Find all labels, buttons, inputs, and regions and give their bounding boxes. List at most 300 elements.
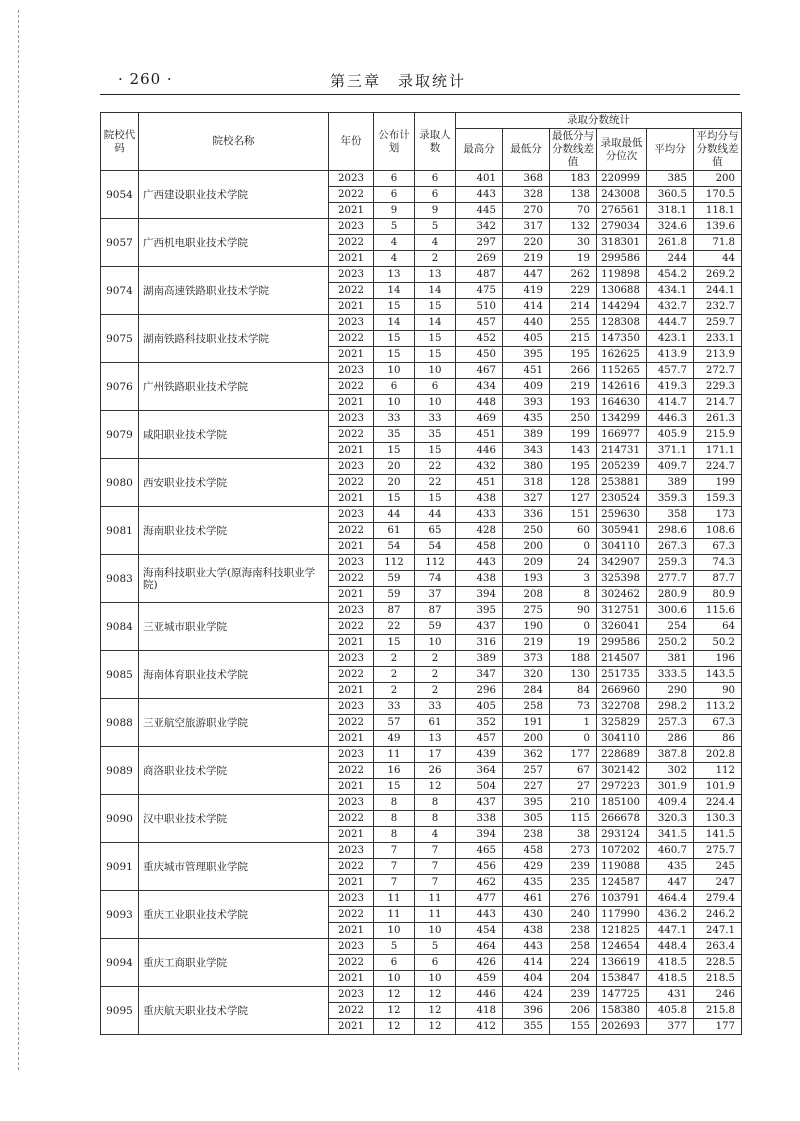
cell-avg-line-diff: 202.8 [694, 747, 742, 763]
cell-plan: 15 [374, 635, 415, 651]
cell-year: 2023 [329, 171, 374, 187]
cell-min-rank: 158380 [597, 1003, 647, 1019]
cell-max-score: 394 [456, 587, 503, 603]
table-row [101, 987, 742, 1003]
cell-min-rank: 214507 [597, 651, 647, 667]
cell-max-score: 446 [456, 443, 503, 459]
cell-avg-line-diff: 50.2 [694, 635, 742, 651]
binding-margin-line [18, 10, 20, 1070]
cell-min-rank: 305941 [597, 523, 647, 539]
cell-min-rank: 266678 [597, 811, 647, 827]
cell-plan: 54 [374, 539, 415, 555]
cell-min-score: 451 [503, 363, 550, 379]
table-row [101, 939, 742, 955]
cell-plan: 35 [374, 427, 415, 443]
cell-min-rank: 299586 [597, 251, 647, 267]
cell-year: 2022 [329, 955, 374, 971]
cell-min-score: 317 [503, 219, 550, 235]
table-row [101, 555, 742, 571]
cell-avg-line-diff: 86 [694, 731, 742, 747]
cell-max-score: 352 [456, 715, 503, 731]
cell-admitted: 15 [415, 331, 456, 347]
cell-admitted: 13 [415, 267, 456, 283]
cell-max-score: 462 [456, 875, 503, 891]
cell-min-score: 373 [503, 651, 550, 667]
cell-year: 2021 [329, 971, 374, 987]
cell-min-line-diff: 138 [550, 187, 597, 203]
cell-plan: 13 [374, 267, 415, 283]
cell-max-score: 438 [456, 571, 503, 587]
cell-avg-score: 298.2 [647, 699, 694, 715]
cell-min-score: 190 [503, 619, 550, 635]
cell-max-score: 443 [456, 555, 503, 571]
cell-year: 2021 [329, 827, 374, 843]
cell-avg-score: 413.9 [647, 347, 694, 363]
school-name: 西安职业技术学院 [139, 459, 329, 507]
cell-min-score: 395 [503, 347, 550, 363]
cell-avg-line-diff: 247.1 [694, 923, 742, 939]
cell-admitted: 22 [415, 459, 456, 475]
cell-admitted: 2 [415, 651, 456, 667]
cell-avg-line-diff: 269.2 [694, 267, 742, 283]
cell-admitted: 87 [415, 603, 456, 619]
cell-year: 2021 [329, 779, 374, 795]
cell-avg-line-diff: 67.3 [694, 539, 742, 555]
cell-avg-line-diff: 44 [694, 251, 742, 267]
cell-year: 2023 [329, 843, 374, 859]
cell-plan: 10 [374, 923, 415, 939]
cell-max-score: 456 [456, 859, 503, 875]
cell-min-score: 461 [503, 891, 550, 907]
cell-plan: 15 [374, 331, 415, 347]
cell-year: 2021 [329, 1019, 374, 1035]
cell-plan: 12 [374, 1003, 415, 1019]
cell-avg-score: 341.5 [647, 827, 694, 843]
cell-min-line-diff: 115 [550, 811, 597, 827]
cell-avg-score: 318.1 [647, 203, 694, 219]
cell-avg-line-diff: 139.6 [694, 219, 742, 235]
cell-min-line-diff: 127 [550, 491, 597, 507]
cell-avg-score: 257.3 [647, 715, 694, 731]
cell-admitted: 65 [415, 523, 456, 539]
cell-admitted: 7 [415, 859, 456, 875]
cell-min-score: 435 [503, 875, 550, 891]
cell-year: 2022 [329, 235, 374, 251]
cell-admitted: 11 [415, 891, 456, 907]
cell-plan: 10 [374, 363, 415, 379]
cell-max-score: 457 [456, 731, 503, 747]
cell-min-rank: 153847 [597, 971, 647, 987]
cell-max-score: 438 [456, 491, 503, 507]
cell-admitted: 14 [415, 283, 456, 299]
cell-min-rank: 302462 [597, 587, 647, 603]
cell-max-score: 401 [456, 171, 503, 187]
cell-avg-line-diff: 112 [694, 763, 742, 779]
school-code: 9080 [101, 459, 139, 507]
cell-year: 2021 [329, 251, 374, 267]
cell-avg-line-diff: 275.7 [694, 843, 742, 859]
cell-admitted: 10 [415, 395, 456, 411]
cell-plan: 2 [374, 667, 415, 683]
cell-year: 2022 [329, 667, 374, 683]
cell-min-score: 362 [503, 747, 550, 763]
cell-min-line-diff: 229 [550, 283, 597, 299]
cell-plan: 10 [374, 971, 415, 987]
cell-year: 2022 [329, 187, 374, 203]
school-name: 广州铁路职业技术学院 [139, 363, 329, 411]
col-group-score-stats: 录取分数统计 [456, 113, 742, 129]
cell-admitted: 11 [415, 907, 456, 923]
cell-max-score: 459 [456, 971, 503, 987]
cell-min-score: 219 [503, 635, 550, 651]
cell-avg-score: 277.7 [647, 571, 694, 587]
cell-min-score: 318 [503, 475, 550, 491]
cell-admitted: 6 [415, 379, 456, 395]
cell-admitted: 13 [415, 731, 456, 747]
col-min-line: 最低分与分数线差值 [550, 129, 597, 171]
cell-year: 2023 [329, 987, 374, 1003]
cell-plan: 59 [374, 587, 415, 603]
cell-year: 2021 [329, 347, 374, 363]
cell-min-score: 200 [503, 731, 550, 747]
page-header [0, 70, 800, 94]
cell-admitted: 17 [415, 747, 456, 763]
cell-avg-score: 261.8 [647, 235, 694, 251]
table-row [101, 795, 742, 811]
cell-max-score: 465 [456, 843, 503, 859]
cell-min-score: 258 [503, 699, 550, 715]
cell-max-score: 269 [456, 251, 503, 267]
cell-max-score: 432 [456, 459, 503, 475]
cell-min-rank: 214731 [597, 443, 647, 459]
cell-admitted: 10 [415, 971, 456, 987]
cell-avg-score: 405.9 [647, 427, 694, 443]
cell-plan: 15 [374, 299, 415, 315]
cell-year: 2023 [329, 411, 374, 427]
cell-plan: 10 [374, 395, 415, 411]
cell-min-score: 435 [503, 411, 550, 427]
cell-min-score: 209 [503, 555, 550, 571]
cell-min-score: 414 [503, 299, 550, 315]
cell-avg-line-diff: 199 [694, 475, 742, 491]
cell-avg-score: 423.1 [647, 331, 694, 347]
cell-avg-line-diff: 196 [694, 651, 742, 667]
cell-min-score: 343 [503, 443, 550, 459]
cell-min-rank: 304110 [597, 539, 647, 555]
school-code: 9085 [101, 651, 139, 699]
cell-avg-score: 385 [647, 171, 694, 187]
table-row [101, 459, 742, 475]
school-name: 咸阳职业技术学院 [139, 411, 329, 459]
cell-min-line-diff: 0 [550, 619, 597, 635]
cell-max-score: 451 [456, 475, 503, 491]
cell-plan: 61 [374, 523, 415, 539]
cell-admitted: 7 [415, 875, 456, 891]
cell-min-score: 284 [503, 683, 550, 699]
cell-avg-line-diff: 108.6 [694, 523, 742, 539]
cell-min-line-diff: 204 [550, 971, 597, 987]
school-code: 9075 [101, 315, 139, 363]
cell-admitted: 33 [415, 699, 456, 715]
cell-avg-line-diff: 74.3 [694, 555, 742, 571]
cell-avg-score: 358 [647, 507, 694, 523]
cell-avg-score: 254 [647, 619, 694, 635]
cell-max-score: 394 [456, 827, 503, 843]
cell-avg-line-diff: 279.4 [694, 891, 742, 907]
cell-plan: 33 [374, 411, 415, 427]
cell-min-score: 220 [503, 235, 550, 251]
cell-avg-line-diff: 228.5 [694, 955, 742, 971]
cell-avg-line-diff: 67.3 [694, 715, 742, 731]
table-body [101, 171, 742, 1035]
cell-avg-line-diff: 259.7 [694, 315, 742, 331]
cell-avg-score: 464.4 [647, 891, 694, 907]
cell-min-rank: 162625 [597, 347, 647, 363]
cell-admitted: 33 [415, 411, 456, 427]
cell-avg-line-diff: 159.3 [694, 491, 742, 507]
cell-admitted: 2 [415, 667, 456, 683]
cell-max-score: 437 [456, 795, 503, 811]
cell-plan: 22 [374, 619, 415, 635]
cell-avg-score: 457.7 [647, 363, 694, 379]
cell-min-score: 355 [503, 1019, 550, 1035]
cell-min-line-diff: 250 [550, 411, 597, 427]
cell-avg-score: 298.6 [647, 523, 694, 539]
cell-avg-line-diff: 218.5 [694, 971, 742, 987]
cell-min-score: 320 [503, 667, 550, 683]
school-name: 湖南高速铁路职业技术学院 [139, 267, 329, 315]
cell-year: 2022 [329, 379, 374, 395]
admission-statistics-table [100, 112, 742, 1035]
cell-max-score: 428 [456, 523, 503, 539]
cell-min-line-diff: 206 [550, 1003, 597, 1019]
cell-avg-line-diff: 232.7 [694, 299, 742, 315]
cell-min-score: 430 [503, 907, 550, 923]
cell-min-line-diff: 239 [550, 987, 597, 1003]
cell-avg-line-diff: 272.7 [694, 363, 742, 379]
col-avg: 平均分 [647, 129, 694, 171]
cell-admitted: 37 [415, 587, 456, 603]
cell-year: 2022 [329, 859, 374, 875]
cell-year: 2023 [329, 459, 374, 475]
col-year: 年份 [329, 113, 374, 171]
cell-plan: 5 [374, 219, 415, 235]
cell-max-score: 445 [456, 203, 503, 219]
cell-admitted: 8 [415, 811, 456, 827]
cell-max-score: 364 [456, 763, 503, 779]
cell-avg-line-diff: 130.3 [694, 811, 742, 827]
school-code: 9081 [101, 507, 139, 555]
cell-min-line-diff: 90 [550, 603, 597, 619]
cell-min-line-diff: 38 [550, 827, 597, 843]
cell-avg-line-diff: 263.4 [694, 939, 742, 955]
cell-min-line-diff: 151 [550, 507, 597, 523]
table-row [101, 363, 742, 379]
cell-plan: 11 [374, 747, 415, 763]
cell-avg-line-diff: 224.4 [694, 795, 742, 811]
cell-avg-score: 244 [647, 251, 694, 267]
cell-min-rank: 136619 [597, 955, 647, 971]
cell-min-score: 257 [503, 763, 550, 779]
cell-plan: 9 [374, 203, 415, 219]
cell-min-score: 389 [503, 427, 550, 443]
cell-admitted: 8 [415, 795, 456, 811]
cell-min-rank: 297223 [597, 779, 647, 795]
school-name: 重庆城市管理职业学院 [139, 843, 329, 891]
cell-avg-line-diff: 87.7 [694, 571, 742, 587]
cell-min-line-diff: 70 [550, 203, 597, 219]
cell-avg-line-diff: 115.6 [694, 603, 742, 619]
cell-min-line-diff: 199 [550, 427, 597, 443]
school-code: 9074 [101, 267, 139, 315]
col-name: 院校名称 [139, 113, 329, 171]
cell-min-rank: 228689 [597, 747, 647, 763]
cell-min-rank: 318301 [597, 235, 647, 251]
cell-min-rank: 259630 [597, 507, 647, 523]
cell-min-score: 200 [503, 539, 550, 555]
cell-avg-score: 460.7 [647, 843, 694, 859]
school-name: 重庆工商职业学院 [139, 939, 329, 987]
cell-max-score: 418 [456, 1003, 503, 1019]
cell-admitted: 6 [415, 955, 456, 971]
cell-min-score: 395 [503, 795, 550, 811]
cell-avg-score: 436.2 [647, 907, 694, 923]
school-name: 三亚航空旅游职业学院 [139, 699, 329, 747]
cell-min-rank: 134299 [597, 411, 647, 427]
cell-avg-line-diff: 233.1 [694, 331, 742, 347]
cell-min-rank: 147725 [597, 987, 647, 1003]
cell-admitted: 4 [415, 235, 456, 251]
cell-max-score: 452 [456, 331, 503, 347]
cell-avg-score: 250.2 [647, 635, 694, 651]
cell-plan: 12 [374, 1019, 415, 1035]
cell-avg-score: 280.9 [647, 587, 694, 603]
cell-avg-line-diff: 200 [694, 171, 742, 187]
col-plan: 公布计划 [374, 113, 415, 171]
cell-avg-line-diff: 244.1 [694, 283, 742, 299]
cell-min-line-diff: 155 [550, 1019, 597, 1035]
cell-min-rank: 119088 [597, 859, 647, 875]
chapter-title: 第三章 录取统计 [330, 72, 467, 90]
cell-min-line-diff: 24 [550, 555, 597, 571]
cell-admitted: 15 [415, 491, 456, 507]
cell-min-line-diff: 19 [550, 251, 597, 267]
header-rule [100, 94, 740, 95]
cell-plan: 4 [374, 235, 415, 251]
school-code: 9076 [101, 363, 139, 411]
cell-min-line-diff: 132 [550, 219, 597, 235]
cell-min-rank: 124587 [597, 875, 647, 891]
cell-min-score: 193 [503, 571, 550, 587]
cell-min-line-diff: 27 [550, 779, 597, 795]
school-name: 海南职业技术学院 [139, 507, 329, 555]
cell-plan: 57 [374, 715, 415, 731]
cell-admitted: 5 [415, 939, 456, 955]
cell-min-line-diff: 8 [550, 587, 597, 603]
cell-avg-score: 267.3 [647, 539, 694, 555]
cell-avg-score: 446.3 [647, 411, 694, 427]
cell-year: 2023 [329, 315, 374, 331]
cell-min-line-diff: 130 [550, 667, 597, 683]
cell-year: 2021 [329, 299, 374, 315]
cell-plan: 112 [374, 555, 415, 571]
cell-admitted: 12 [415, 1019, 456, 1035]
cell-min-line-diff: 193 [550, 395, 597, 411]
cell-min-rank: 302142 [597, 763, 647, 779]
cell-min-rank: 279034 [597, 219, 647, 235]
cell-admitted: 44 [415, 507, 456, 523]
cell-min-score: 393 [503, 395, 550, 411]
cell-avg-score: 377 [647, 1019, 694, 1035]
cell-max-score: 446 [456, 987, 503, 1003]
school-code: 9088 [101, 699, 139, 747]
cell-min-line-diff: 266 [550, 363, 597, 379]
cell-min-line-diff: 128 [550, 475, 597, 491]
cell-plan: 8 [374, 795, 415, 811]
cell-plan: 6 [374, 379, 415, 395]
cell-min-score: 336 [503, 507, 550, 523]
cell-admitted: 54 [415, 539, 456, 555]
cell-plan: 11 [374, 907, 415, 923]
cell-min-score: 208 [503, 587, 550, 603]
cell-plan: 6 [374, 187, 415, 203]
cell-avg-line-diff: 214.7 [694, 395, 742, 411]
cell-admitted: 4 [415, 827, 456, 843]
cell-min-rank: 166977 [597, 427, 647, 443]
cell-year: 2022 [329, 619, 374, 635]
cell-min-rank: 266960 [597, 683, 647, 699]
cell-min-rank: 322708 [597, 699, 647, 715]
cell-year: 2023 [329, 651, 374, 667]
cell-avg-line-diff: 171.1 [694, 443, 742, 459]
cell-min-rank: 220999 [597, 171, 647, 187]
cell-max-score: 405 [456, 699, 503, 715]
cell-plan: 87 [374, 603, 415, 619]
cell-admitted: 10 [415, 363, 456, 379]
cell-max-score: 475 [456, 283, 503, 299]
cell-max-score: 342 [456, 219, 503, 235]
cell-plan: 8 [374, 827, 415, 843]
cell-min-score: 227 [503, 779, 550, 795]
cell-min-score: 414 [503, 955, 550, 971]
cell-min-rank: 304110 [597, 731, 647, 747]
cell-min-score: 250 [503, 523, 550, 539]
cell-avg-line-diff: 71.8 [694, 235, 742, 251]
cell-min-line-diff: 143 [550, 443, 597, 459]
col-max: 最高分 [456, 129, 503, 171]
cell-year: 2022 [329, 763, 374, 779]
cell-min-line-diff: 224 [550, 955, 597, 971]
cell-year: 2021 [329, 539, 374, 555]
cell-avg-line-diff: 246 [694, 987, 742, 1003]
cell-min-line-diff: 273 [550, 843, 597, 859]
cell-admitted: 6 [415, 171, 456, 187]
cell-min-rank: 144294 [597, 299, 647, 315]
cell-min-line-diff: 195 [550, 347, 597, 363]
school-code: 9084 [101, 603, 139, 651]
cell-avg-score: 302 [647, 763, 694, 779]
cell-avg-line-diff: 245 [694, 859, 742, 875]
cell-avg-score: 432.7 [647, 299, 694, 315]
cell-plan: 8 [374, 811, 415, 827]
school-code: 9079 [101, 411, 139, 459]
cell-year: 2021 [329, 635, 374, 651]
cell-admitted: 12 [415, 779, 456, 795]
cell-min-score: 305 [503, 811, 550, 827]
cell-max-score: 451 [456, 427, 503, 443]
cell-min-rank: 325829 [597, 715, 647, 731]
cell-year: 2022 [329, 523, 374, 539]
